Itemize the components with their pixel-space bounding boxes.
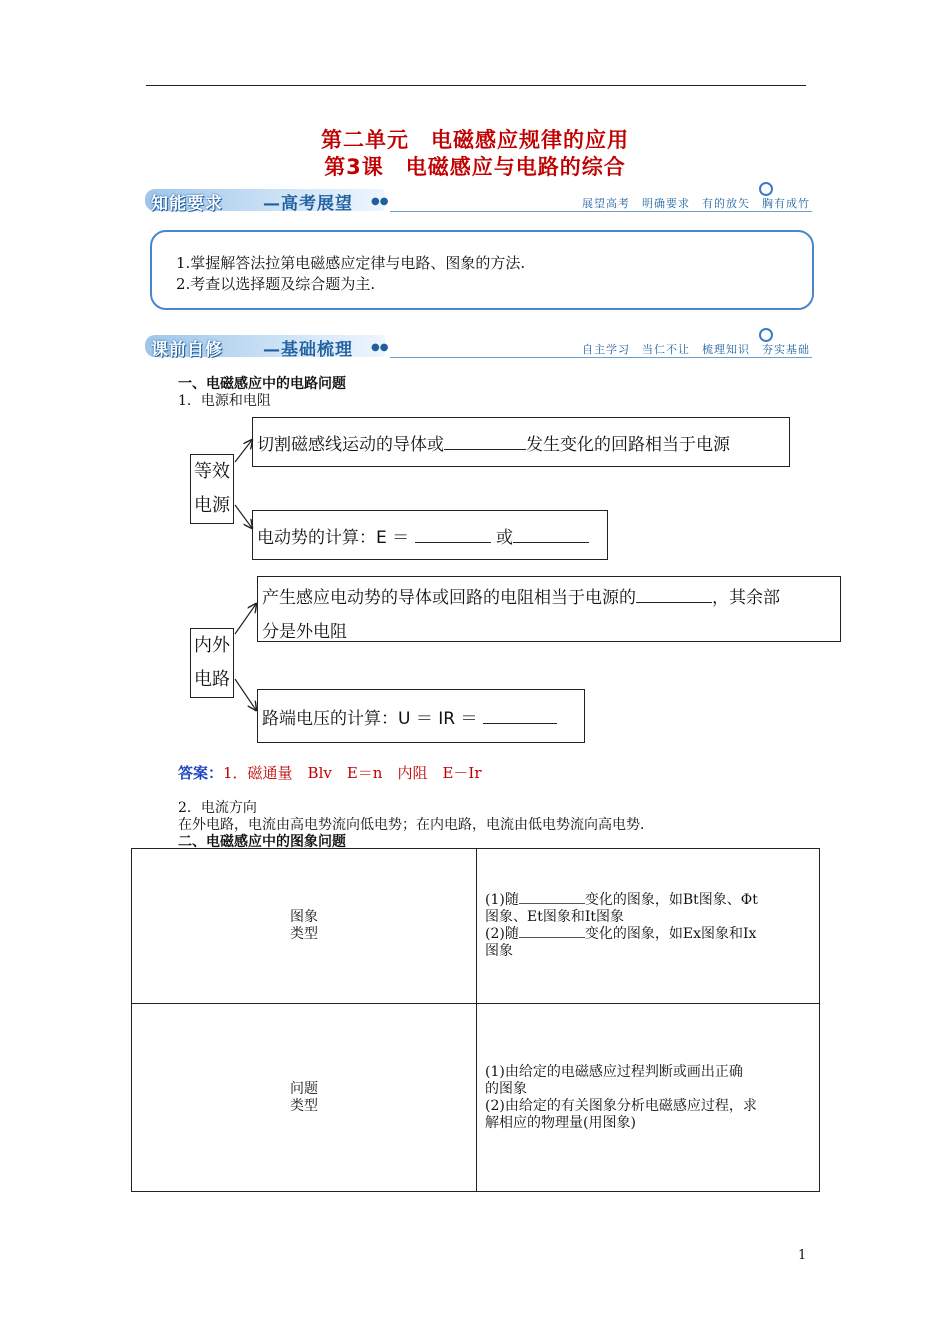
label-line: 图象 bbox=[290, 909, 318, 925]
cell-text: 图象、Et图象和It图象 bbox=[485, 909, 625, 925]
fill-blank bbox=[636, 601, 712, 603]
banner-subtitle: —基础梳理 bbox=[263, 340, 353, 360]
box-text: ，其余部 bbox=[712, 588, 780, 608]
cell-text: 变化的图象，如Ex图象和Ix bbox=[584, 926, 757, 942]
box-conductor bbox=[252, 417, 790, 467]
arrow-down bbox=[235, 505, 252, 528]
cell-text: 图象 bbox=[485, 943, 513, 959]
box-emf bbox=[252, 510, 608, 560]
fill-blank bbox=[483, 722, 557, 724]
label-equivalent-source bbox=[190, 454, 234, 524]
label-line: 内外 bbox=[194, 635, 230, 656]
box-text: 电动势的计算：E ＝ bbox=[257, 528, 410, 548]
requirement-item: 2.考查以选择题及综合题为主. bbox=[176, 275, 376, 293]
cell-text: (2)由给定的有关图象分析电磁感应过程，求 bbox=[485, 1097, 757, 1114]
banner-subtitle: —高考展望 bbox=[263, 194, 353, 214]
dots-icon: ●● bbox=[371, 342, 389, 353]
box-text: 切割磁感线运动的导体或 bbox=[257, 435, 444, 455]
requirement-item: 1.掌握解答法拉第电磁感应定律与电路、图象的方法. bbox=[176, 254, 526, 272]
table-row bbox=[132, 849, 820, 1004]
arrow-up bbox=[235, 440, 252, 462]
fill-blank bbox=[519, 902, 585, 904]
section-heading: 一、电磁感应中的电路问题 bbox=[178, 376, 346, 392]
answer-text: 1．磁通量 Blv E＝n 内阻 E－Ir bbox=[223, 764, 482, 782]
row-label bbox=[132, 1004, 477, 1192]
row-content bbox=[477, 1004, 820, 1192]
subsection-heading: 1．电源和电阻 bbox=[178, 393, 271, 409]
cell-text: 变化的图象，如Bt图象、Φt bbox=[584, 892, 758, 908]
cell-text: 的图象 bbox=[485, 1080, 527, 1097]
table-row bbox=[132, 1004, 820, 1192]
fill-blank bbox=[415, 541, 491, 543]
paragraph: 在外电路，电流由高电势流向低电势；在内电路，电流由低电势流向高电势． bbox=[178, 817, 654, 833]
label-line: 问题 bbox=[290, 1080, 318, 1097]
cell-text: (1)由给定的电磁感应过程判断或画出正确 bbox=[485, 1063, 743, 1080]
answer-line bbox=[178, 762, 482, 783]
fill-blank bbox=[519, 936, 585, 938]
cell-text: (1)随 bbox=[485, 892, 519, 908]
row-content bbox=[477, 849, 820, 1004]
fill-blank bbox=[444, 448, 526, 450]
label-line: 类型 bbox=[290, 1097, 318, 1114]
label-line: 电源 bbox=[194, 495, 230, 516]
box-internal-resistance bbox=[257, 576, 841, 642]
subsection-heading: 2．电流方向 bbox=[178, 800, 257, 816]
arrow-down bbox=[235, 679, 256, 710]
banner-tag: 知能要求 bbox=[151, 194, 223, 214]
label-line: 电路 bbox=[194, 669, 230, 690]
cell-text: 解相应的物理量(用图象) bbox=[485, 1114, 636, 1131]
label-internal-external bbox=[190, 628, 234, 698]
dots-icon: ●● bbox=[371, 196, 389, 207]
label-line: 类型 bbox=[290, 926, 318, 942]
banner-slogan: 展望高考 明确要求 有的放矢 胸有成竹 bbox=[582, 197, 810, 210]
page-number: 1 bbox=[798, 1248, 807, 1263]
cell-text: (2)随 bbox=[485, 926, 519, 942]
graph-problem-table bbox=[131, 848, 820, 1192]
unit-title: 第二单元 电磁感应规律的应用 bbox=[321, 128, 629, 152]
arrow-up bbox=[235, 604, 256, 634]
box-text: 产生感应电动势的导体或回路的电阻相当于电源的 bbox=[262, 588, 636, 608]
box-text: 或 bbox=[495, 528, 513, 548]
fill-blank bbox=[513, 541, 589, 543]
banner-slogan: 自主学习 当仁不让 梳理知识 夯实基础 bbox=[582, 343, 810, 356]
box-text: 路端电压的计算：U ＝ IR ＝ bbox=[262, 709, 478, 729]
row-label bbox=[132, 849, 477, 1004]
banner-tag: 课前自修 bbox=[151, 340, 223, 360]
section-heading: 二、电磁感应中的图象问题 bbox=[178, 834, 346, 850]
box-text: 分是外电阻 bbox=[262, 622, 347, 642]
box-terminal-voltage bbox=[257, 689, 585, 743]
answer-label: 答案： bbox=[178, 764, 224, 782]
label-line: 等效 bbox=[194, 461, 230, 482]
box-text: 发生变化的回路相当于电源 bbox=[526, 435, 730, 455]
lesson-title: 第3课 电磁感应与电路的综合 bbox=[324, 155, 626, 179]
